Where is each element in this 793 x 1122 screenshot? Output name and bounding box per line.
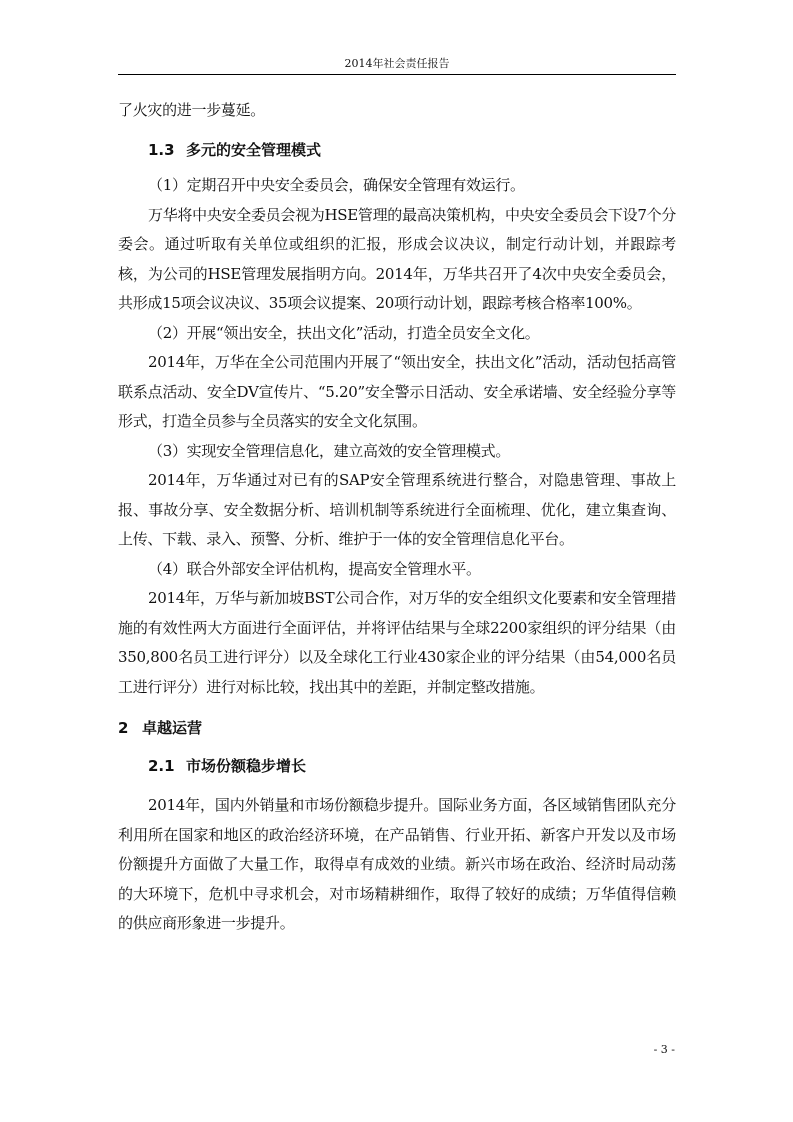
paragraph-committee: 万华将中央安全委员会视为HSE管理的最高决策机构，中央安全委员会下设7个分委会。通过听取有关单位或组织的汇报，形成会议决议，制定行动计划，并跟踪考核，为公司的HSE管理发展指明方向。2014年，万华共召开了4次中央安全委员会，共形成15项会议决议、35项会议提案、20项行动计划，跟踪考核合格率100%。 bbox=[118, 205, 676, 312]
paragraph-item-1: （1）定期召开中央安全委员会，确保安全管理有效运行。 bbox=[148, 176, 525, 194]
paragraph-item-4: （4）联合外部安全评估机构，提高安全管理水平。 bbox=[148, 559, 481, 578]
paragraph-culture: 2014年，万华在全公司范围内开展了“领出安全，扶出文化”活动，活动包括高管联系点活动、安全DV宣传片、“5.20”安全警示日活动、安全承诺墙、安全经验分享等形式，打造全员参与全员落实的安全文化氛围。 bbox=[118, 353, 676, 430]
section-title: 市场份额稳步增长 bbox=[186, 756, 307, 775]
paragraph-market: 2014年，国内外销量和市场份额稳步提升。国际业务方面，各区域销售团队充分利用所在国家和地区的政治经济环境，在产品销售、行业开拓、新客户开发以及市场份额提升方面做了大量工作，取得卓有成效的业绩。新兴市场在政治、经济时局动荡的大环境下，危机中寻求机会，对市场精耕细作，取得了较好的成绩；万华值得信赖的供应商形象进一步提升。 bbox=[118, 796, 676, 932]
section-heading-2 bbox=[118, 714, 676, 744]
section-heading-2-1 bbox=[118, 752, 676, 782]
section-title: 多元的安全管理模式 bbox=[186, 140, 322, 159]
paragraph-item-2: （2）开展“领出安全，扶出文化”活动，打造全员安全文化。 bbox=[148, 323, 540, 342]
section-number: 2 bbox=[118, 719, 129, 737]
paragraph-assessment: 2014年，万华与新加坡BST公司合作，对万华的安全组织文化要素和安全管理措施的有效性两大方面进行全面评估，并将评估结果与全球2200家组织的评分结果（由350,800名员工进行评分）以及全球化工行业430家企业的评分结果（由54,000名员工进行评分）进行对标比较，找出其中的差距，并制定整改措施。 bbox=[118, 589, 676, 696]
document-body bbox=[118, 96, 676, 939]
section-number: 2.1 bbox=[148, 756, 175, 775]
page-number: - 3 - bbox=[653, 1043, 675, 1056]
header-divider bbox=[118, 74, 676, 75]
section-heading-1-3 bbox=[118, 136, 676, 166]
section-title: 卓越运营 bbox=[142, 719, 203, 737]
paragraph-item-3: （3）实现安全管理信息化，建立高效的安全管理模式。 bbox=[148, 441, 511, 460]
section-number: 1.3 bbox=[148, 140, 175, 159]
page-header: 2014年社会责任报告 bbox=[344, 57, 450, 70]
paragraph-continuation: 了火灾的进一步蔓延。 bbox=[118, 101, 266, 119]
paragraph-informatization: 2014年，万华通过对已有的SAP安全管理系统进行整合，对隐患管理、事故上报、事故分享、安全数据分析、培训机制等系统进行全面梳理、优化，建立集查询、上传、下载、录入、预警、分析、维护于一体的安全管理信息化平台。 bbox=[118, 471, 676, 548]
